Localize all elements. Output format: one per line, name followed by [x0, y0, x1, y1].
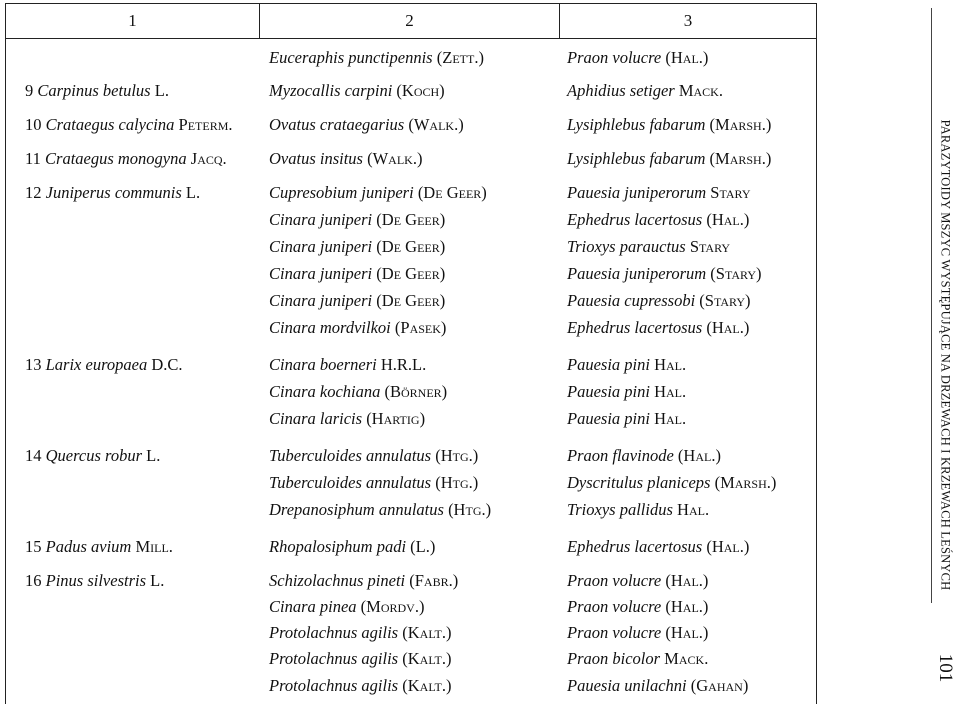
text-fragment: .) [441, 649, 452, 668]
species-name: Praon volucre [567, 623, 662, 642]
header-col-2: 2 [260, 4, 560, 38]
text-fragment: H [649, 355, 666, 374]
author-name: alt [419, 649, 442, 668]
species-name: Protolachnus agilis [269, 649, 399, 668]
table-cell-c2 [269, 623, 452, 643]
author-name: tary [724, 264, 757, 283]
species-name: Ephedrus lacertosus [567, 537, 703, 556]
species-name: Euceraphis punctipennis [269, 48, 433, 67]
species-name: Crataegus calycina [45, 115, 175, 134]
text-fragment: (D [372, 264, 394, 283]
species-name: Cinara juniperi [269, 237, 373, 256]
table-cell-c3 [567, 571, 708, 591]
table-cell-c2 [269, 237, 445, 257]
species-name: Myzocallis carpini [269, 81, 393, 100]
text-fragment: 13 [25, 355, 46, 374]
table-cell-c3 [567, 115, 771, 135]
table-cell-c2 [269, 149, 422, 169]
table-header [6, 4, 816, 39]
author-name: e [393, 291, 402, 310]
text-fragment: . [168, 537, 173, 556]
species-table [5, 3, 817, 704]
table-cell-c2 [269, 500, 491, 520]
author-name: al [723, 210, 740, 229]
species-name: Praon bicolor [567, 649, 661, 668]
author-name: eer [458, 183, 482, 202]
author-name: tary [713, 291, 746, 310]
table-cell-c2 [269, 597, 424, 617]
species-name: Pinus silvestris [45, 571, 147, 590]
text-fragment: ) [439, 210, 446, 229]
species-name: Rhopalosiphum padi [269, 537, 407, 556]
text-fragment: D.C. [147, 355, 183, 374]
author-name: örner [401, 382, 442, 401]
header-col-1: 1 [6, 4, 260, 38]
table-cell-c3 [567, 210, 749, 230]
table-cell-c2 [269, 446, 478, 466]
text-fragment: (S [706, 264, 725, 283]
author-name: ack [693, 81, 719, 100]
text-fragment: ) [439, 264, 446, 283]
text-fragment: . [682, 355, 687, 374]
text-fragment: (H [443, 500, 466, 519]
text-fragment: (K [398, 649, 420, 668]
table-cell-c2 [269, 291, 445, 311]
table-cell-c3 [567, 676, 748, 696]
species-name: Drepanosiphum annulatus [269, 500, 444, 519]
table-cell-c2 [269, 537, 435, 557]
species-name: Cinara juniperi [269, 291, 373, 310]
table-cell-c3 [567, 446, 721, 466]
species-name: Ovatus crataegarius [269, 115, 405, 134]
text-fragment: L. [150, 81, 169, 100]
author-name: eer [417, 210, 440, 229]
table-cell-c2 [269, 571, 458, 591]
table-cell-c3 [567, 291, 751, 311]
header-col-3: 3 [683, 11, 693, 30]
text-fragment: .) [698, 48, 709, 67]
text-fragment: H [649, 382, 666, 401]
table-cell-c3 [567, 81, 723, 101]
author-name: alt [419, 623, 442, 642]
text-fragment: G [442, 183, 459, 202]
table-cell-c3 [567, 409, 686, 429]
author-name: alk [429, 115, 455, 134]
text-fragment: G [401, 264, 418, 283]
text-fragment: (H [673, 446, 696, 465]
species-name: Padus avium [45, 537, 132, 556]
text-fragment: .) [739, 210, 750, 229]
text-fragment: (K [398, 623, 420, 642]
text-fragment: 11 [25, 149, 46, 168]
text-fragment: (M [705, 149, 730, 168]
text-fragment: (F [405, 571, 424, 590]
text-fragment: (H [362, 409, 384, 428]
table-cell-c2 [269, 382, 447, 402]
species-name: Protolachnus agilis [269, 623, 399, 642]
author-name: ahan [708, 676, 743, 695]
species-name: Lysiphlebus fabarum [567, 115, 706, 134]
table-cell-c3 [567, 623, 708, 643]
species-name: Tuberculoides annulatus [269, 473, 432, 492]
text-fragment: M [674, 81, 694, 100]
text-fragment: . [704, 649, 709, 668]
text-fragment: (D [413, 183, 436, 202]
text-fragment: 14 [25, 446, 46, 465]
species-name: Praon volucre [567, 48, 662, 67]
table-cell-c1 [25, 537, 173, 557]
text-fragment: (H [702, 537, 724, 556]
author-name: al [688, 500, 705, 519]
author-name: tg [465, 500, 482, 519]
author-name: e [393, 237, 402, 256]
author-name: asek [409, 318, 441, 337]
text-fragment: .) [481, 500, 492, 519]
author-name: eterm [187, 115, 229, 134]
species-name: Cupresobium juniperi [269, 183, 414, 202]
text-fragment: .) [454, 115, 464, 134]
author-name: ordv [380, 597, 415, 616]
text-fragment: M [131, 537, 151, 556]
species-name: Cinara boerneri [269, 355, 377, 374]
species-name: Pauesia juniperorum [567, 183, 707, 202]
text-fragment: (H [702, 318, 724, 337]
text-fragment: (M [710, 473, 735, 492]
table-cell-c3 [567, 355, 686, 375]
text-fragment: . [682, 409, 687, 428]
species-name: Larix europaea [45, 355, 148, 374]
text-fragment: .) [414, 597, 425, 616]
text-fragment: (W [362, 149, 389, 168]
text-fragment: J [186, 149, 198, 168]
author-name: acq [197, 149, 223, 168]
text-fragment: G [401, 237, 418, 256]
text-fragment: (M [705, 115, 730, 134]
text-fragment: (G [686, 676, 709, 695]
text-fragment: P [174, 115, 188, 134]
text-fragment: 12 [25, 183, 46, 202]
text-fragment: (H [702, 210, 724, 229]
text-fragment: (D [372, 210, 394, 229]
species-name: Schizolachnus pineti [269, 571, 406, 590]
table-cell-c2 [269, 48, 484, 68]
text-fragment: .) [698, 623, 709, 642]
species-name: Crataegus monogyna [45, 149, 187, 168]
text-fragment: .) [468, 473, 479, 492]
text-fragment: .) [468, 446, 479, 465]
table-cell-c2 [269, 264, 445, 284]
author-name: al [666, 382, 682, 401]
species-name: Quercus robur [45, 446, 143, 465]
text-fragment: .) [739, 537, 750, 556]
species-name: Pauesia pini [567, 409, 650, 428]
text-fragment: ) [439, 81, 445, 100]
author-name: arsh [729, 149, 762, 168]
table-cell-c2 [269, 81, 445, 101]
text-fragment: ) [441, 382, 448, 401]
author-name: arsh [729, 115, 762, 134]
text-fragment: . [682, 382, 687, 401]
text-fragment: (M [356, 597, 381, 616]
author-name: al [666, 409, 682, 428]
table-cell-c3 [567, 500, 709, 520]
species-name: Tuberculoides annulatus [269, 446, 432, 465]
species-name: Cinara juniperi [269, 210, 373, 229]
species-name: Pauesia cupressobi [567, 291, 696, 310]
text-fragment: ) [481, 183, 487, 202]
text-fragment: ) [439, 291, 446, 310]
text-fragment: (K [392, 81, 414, 100]
table-cell-c2 [269, 355, 426, 375]
species-name: Praon volucre [567, 597, 662, 616]
text-fragment: 15 [25, 537, 46, 556]
table-cell-c2 [269, 115, 464, 135]
table-cell-c2 [269, 409, 425, 429]
text-fragment: .) [761, 115, 772, 134]
table-cell-c2 [269, 473, 478, 493]
author-name: eer [417, 291, 440, 310]
author-name: al [682, 48, 699, 67]
species-name: Pauesia pini [567, 382, 650, 401]
species-name: Ephedrus lacertosus [567, 210, 703, 229]
text-fragment: (P [390, 318, 410, 337]
table-cell-c3 [567, 382, 686, 402]
author-name: eer [417, 237, 440, 256]
text-fragment: (W [404, 115, 430, 134]
author-name: arsh [734, 473, 767, 492]
author-name: ack [678, 649, 705, 668]
text-fragment: S [706, 183, 720, 202]
text-fragment: .) [441, 623, 452, 642]
text-fragment: .) [761, 149, 772, 168]
text-fragment: ) [745, 291, 751, 310]
table-cell-c3 [567, 237, 730, 257]
text-fragment: .) [766, 473, 777, 492]
text-fragment: 10 [25, 115, 46, 134]
text-fragment: .) [698, 571, 709, 590]
text-fragment: H [672, 500, 689, 519]
text-fragment: .) [412, 149, 423, 168]
author-name: al [723, 318, 740, 337]
page-number-text: 101 [935, 653, 956, 683]
text-fragment: .) [474, 48, 484, 67]
text-fragment: H [649, 409, 666, 428]
author-name: al [695, 446, 712, 465]
text-fragment: (H [431, 446, 453, 465]
running-title [935, 75, 955, 635]
table-cell-c1 [25, 571, 164, 591]
text-fragment: .) [448, 571, 459, 590]
author-name: al [666, 355, 682, 374]
species-name: Trioxys pallidus [567, 500, 673, 519]
author-name: tg [452, 473, 469, 492]
species-name: Carpinus betulus [37, 81, 151, 100]
text-fragment: (D [372, 291, 394, 310]
table-cell-c2 [269, 210, 445, 230]
table-cell-c3 [567, 649, 708, 669]
table-cell-c3 [567, 537, 749, 557]
species-name: Cinara laricis [269, 409, 363, 428]
species-name: Ovatus insitus [269, 149, 363, 168]
author-name: tary [699, 237, 731, 256]
text-fragment: (H [661, 597, 683, 616]
table-cell-c1 [25, 115, 233, 135]
species-name: Praon flavinode [567, 446, 674, 465]
species-name: Protolachnus agilis [269, 676, 399, 695]
author-name: artig [383, 409, 420, 428]
table-cell-c3 [567, 264, 762, 284]
text-fragment: ) [439, 237, 446, 256]
side-rule [931, 8, 932, 603]
table-cell-c2 [269, 318, 446, 338]
text-fragment: 16 [25, 571, 46, 590]
species-name: Cinara pinea [269, 597, 357, 616]
author-name: al [723, 537, 740, 556]
text-fragment: (S [695, 291, 714, 310]
author-name: alk [388, 149, 413, 168]
species-name: Cinara kochiana [269, 382, 381, 401]
text-fragment: 9 [25, 81, 38, 100]
species-name: Praon volucre [567, 571, 662, 590]
text-fragment: L. [142, 446, 161, 465]
table-cell-c2 [269, 183, 487, 203]
author-name: al [682, 597, 699, 616]
table-cell-c3 [567, 48, 708, 68]
table-cell-c2 [269, 649, 452, 669]
text-fragment: . [704, 500, 710, 519]
text-fragment: .) [698, 597, 709, 616]
text-fragment: . [222, 149, 227, 168]
text-fragment: (L.) [406, 537, 436, 556]
text-fragment: ) [440, 318, 447, 337]
text-fragment: .) [441, 676, 452, 695]
text-fragment: L. [181, 183, 201, 202]
author-name: e [435, 183, 443, 202]
text-fragment: ) [742, 676, 749, 695]
table-cell-c1 [25, 149, 227, 169]
table-cell-c1 [25, 183, 200, 203]
text-fragment: . [718, 81, 723, 100]
author-name: e [393, 210, 402, 229]
text-fragment: (H [431, 473, 453, 492]
species-name: Pauesia juniperorum [567, 264, 707, 283]
text-fragment: (H [661, 623, 683, 642]
text-fragment: ) [756, 264, 762, 283]
species-name: Juniperus communis [45, 183, 182, 202]
text-fragment: S [685, 237, 700, 256]
species-name: Trioxys parauctus [567, 237, 686, 256]
species-name: Ephedrus lacertosus [567, 318, 703, 337]
author-name: e [393, 264, 402, 283]
species-name: Cinara juniperi [269, 264, 373, 283]
table-cell-c3 [567, 473, 776, 493]
author-name: tary [719, 183, 751, 202]
text-fragment: (Z [432, 48, 453, 67]
table-cell-c1 [25, 355, 183, 375]
text-fragment: ) [419, 409, 426, 428]
table-cell-c3 [567, 149, 771, 169]
species-name: Pauesia unilachni [567, 676, 687, 695]
table-cell-c1 [25, 446, 160, 466]
species-name: Cinara mordvilkoi [269, 318, 391, 337]
table-cell-c1 [25, 81, 169, 101]
table-cell-c3 [567, 183, 751, 203]
page-number [930, 648, 960, 688]
text-fragment: .) [739, 318, 750, 337]
text-fragment: (H [661, 571, 683, 590]
author-name: ill [150, 537, 169, 556]
author-name: ett [452, 48, 475, 67]
text-fragment: (B [380, 382, 401, 401]
running-title-text: PARAZYTOIDY MSZYC WYSTĘPUJĄCE NA DRZEWACH I KRZEWACH LEŚNYCH [938, 119, 953, 591]
author-name: abr [423, 571, 449, 590]
species-name: Dyscritulus planiceps [567, 473, 711, 492]
table-cell-c3 [567, 318, 749, 338]
species-name: Aphidius setiger [567, 81, 675, 100]
author-name: al [682, 623, 699, 642]
text-fragment: L. [146, 571, 165, 590]
text-fragment: (D [372, 237, 394, 256]
species-name: Pauesia pini [567, 355, 650, 374]
text-fragment: .) [711, 446, 721, 465]
table-cell-c3 [567, 597, 708, 617]
text-fragment: M [660, 649, 679, 668]
author-name: eer [417, 264, 440, 283]
text-fragment: . [228, 115, 233, 134]
author-name: och [413, 81, 440, 100]
table-cell-c2 [269, 676, 452, 696]
author-name: tg [452, 446, 469, 465]
author-name: alt [419, 676, 442, 695]
text-fragment: (H [661, 48, 683, 67]
author-name: al [682, 571, 699, 590]
text-fragment: (K [398, 676, 420, 695]
text-fragment: G [401, 291, 418, 310]
text-fragment: G [401, 210, 418, 229]
text-fragment: H.R.L. [376, 355, 427, 374]
species-name: Lysiphlebus fabarum [567, 149, 706, 168]
